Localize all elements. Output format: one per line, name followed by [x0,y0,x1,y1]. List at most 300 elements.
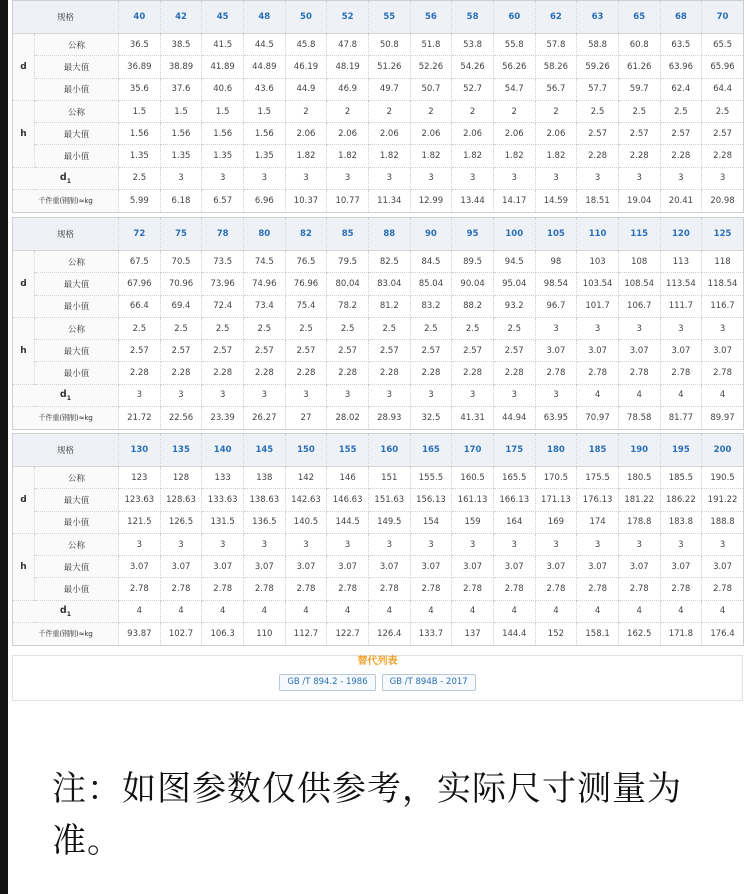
size-header-cell[interactable]: 68 [660,1,702,34]
value-cell: 19.04 [618,190,660,213]
value-cell: 12.99 [410,190,452,213]
value-cell: 3 [452,167,494,189]
value-cell: 2.28 [243,362,285,384]
value-cell: 162.5 [618,623,660,646]
row-label: 最大值 [35,123,119,145]
value-cell: 133.63 [202,489,244,511]
value-cell: 2.5 [327,317,369,339]
size-header-cell[interactable]: 150 [285,434,327,467]
value-cell: 186.22 [660,489,702,511]
size-header-cell[interactable]: 95 [452,218,494,251]
value-cell: 20.98 [702,190,744,213]
d1-label [13,384,119,406]
size-header-cell[interactable]: 135 [160,434,202,467]
value-cell: 63.5 [660,34,702,56]
size-header-cell[interactable]: 52 [327,1,369,34]
value-cell: 2.57 [285,340,327,362]
value-cell: 3 [202,167,244,189]
value-cell: 183.8 [660,511,702,533]
value-cell: 96.7 [535,295,577,317]
size-header-cell[interactable]: 78 [202,218,244,251]
table-row [13,578,744,600]
value-cell: 52.7 [452,78,494,100]
value-cell: 2.78 [660,362,702,384]
value-cell: 3 [535,317,577,339]
value-cell: 2.57 [618,123,660,145]
value-cell: 138 [243,467,285,489]
value-cell: 3.07 [368,556,410,578]
value-cell: 151 [368,467,410,489]
value-cell: 1.82 [452,145,494,167]
value-cell: 137 [452,623,494,646]
value-cell: 3 [202,384,244,406]
value-cell: 72.4 [202,295,244,317]
value-cell: 3 [577,533,619,555]
value-cell: 2.5 [202,317,244,339]
value-cell: 2.57 [577,123,619,145]
size-header-cell[interactable]: 63 [577,1,619,34]
value-cell: 2.57 [368,340,410,362]
value-cell: 4 [618,384,660,406]
value-cell: 75.4 [285,295,327,317]
size-header-cell[interactable]: 185 [577,434,619,467]
table-row [13,623,744,646]
row-label: 公称 [35,100,119,122]
row-label: 公称 [35,317,119,339]
value-cell: 14.17 [493,190,535,213]
value-cell: 155.5 [410,467,452,489]
value-cell: 3 [243,533,285,555]
value-cell: 56.7 [535,78,577,100]
value-cell: 2.5 [368,317,410,339]
spec-header-label: 规格 [13,434,119,467]
value-cell: 47.8 [327,34,369,56]
value-cell: 4 [202,600,244,622]
value-cell: 3 [618,317,660,339]
size-header-cell[interactable]: 55 [368,1,410,34]
value-cell: 4 [160,600,202,622]
value-cell: 74.5 [243,251,285,273]
value-cell: 1.5 [202,100,244,122]
size-header-cell[interactable]: 100 [493,218,535,251]
value-cell: 63.95 [535,407,577,430]
value-cell: 4 [493,600,535,622]
value-cell: 82.5 [368,251,410,273]
value-cell: 2.57 [202,340,244,362]
value-cell: 106.3 [202,623,244,646]
standard-link[interactable]: GB /T 894B - 2017 [382,674,476,691]
value-cell: 3 [285,384,327,406]
standard-link[interactable]: GB /T 894.2 - 1986 [279,674,375,691]
d1-subscript: 1 [66,176,72,185]
value-cell: 3 [368,384,410,406]
value-cell: 83.2 [410,295,452,317]
spec-header-label: 规格 [13,218,119,251]
value-cell: 32.5 [410,407,452,430]
value-cell: 1.82 [535,145,577,167]
value-cell: 14.59 [535,190,577,213]
value-cell: 2.57 [327,340,369,362]
value-cell: 70.5 [160,251,202,273]
value-cell: 4 [285,600,327,622]
value-cell: 73.96 [202,273,244,295]
value-cell: 3 [243,167,285,189]
value-cell: 3 [618,167,660,189]
value-cell: 2.28 [702,145,744,167]
value-cell: 53.8 [452,34,494,56]
table-row [13,100,744,122]
size-header-cell[interactable]: 85 [327,218,369,251]
value-cell: 171.13 [535,489,577,511]
value-cell: 3.07 [119,556,161,578]
value-cell: 2 [410,100,452,122]
value-cell: 116.7 [702,295,744,317]
value-cell: 133.7 [410,623,452,646]
value-cell: 38.5 [160,34,202,56]
size-header-cell[interactable]: 145 [243,434,285,467]
size-header-cell[interactable]: 58 [452,1,494,34]
value-cell: 110 [243,623,285,646]
row-label: 最小值 [35,295,119,317]
value-cell: 54.7 [493,78,535,100]
value-cell: 3 [702,533,744,555]
value-cell: 69.4 [160,295,202,317]
value-cell: 4 [119,600,161,622]
d1-label [13,167,119,189]
table-row [13,362,744,384]
value-cell: 65.96 [702,56,744,78]
value-cell: 3 [452,384,494,406]
value-cell: 2.5 [660,100,702,122]
row-label: 最小值 [35,578,119,600]
value-cell: 2.5 [618,100,660,122]
value-cell: 3 [119,533,161,555]
size-header-cell[interactable]: 155 [327,434,369,467]
value-cell: 2.28 [327,362,369,384]
size-header-cell[interactable]: 110 [577,218,619,251]
value-cell: 37.6 [160,78,202,100]
value-cell: 3 [535,384,577,406]
value-cell: 3 [160,167,202,189]
size-header-cell[interactable]: 56 [410,1,452,34]
value-cell: 3 [410,533,452,555]
size-header-cell[interactable]: 42 [160,1,202,34]
value-cell: 111.7 [660,295,702,317]
value-cell: 13.44 [452,190,494,213]
value-cell: 2 [285,100,327,122]
row-label: 最小值 [35,145,119,167]
table-row [13,556,744,578]
value-cell: 3 [368,167,410,189]
weight-label: 千件重(钢制)≈kg [13,190,119,213]
value-cell: 3 [702,167,744,189]
value-cell: 4 [327,600,369,622]
size-header-cell[interactable]: 40 [119,1,161,34]
value-cell: 2 [493,100,535,122]
size-header-cell[interactable]: 140 [202,434,244,467]
value-cell: 185.5 [660,467,702,489]
value-cell: 36.5 [119,34,161,56]
value-cell: 18.51 [577,190,619,213]
value-cell: 2.06 [368,123,410,145]
value-cell: 2.5 [410,317,452,339]
value-cell: 89.5 [452,251,494,273]
value-cell: 46.19 [285,56,327,78]
size-header-cell[interactable]: 195 [660,434,702,467]
row-label: 最小值 [35,78,119,100]
value-cell: 10.77 [327,190,369,213]
value-cell: 140.5 [285,511,327,533]
table-row [13,56,744,78]
value-cell: 159 [452,511,494,533]
value-cell: 2.78 [327,578,369,600]
value-cell: 133 [202,467,244,489]
value-cell: 1.35 [243,145,285,167]
value-cell: 3.07 [535,340,577,362]
size-header-cell[interactable]: 80 [243,218,285,251]
value-cell: 1.35 [202,145,244,167]
value-cell: 3 [160,384,202,406]
table-row [13,190,744,213]
value-cell: 4 [452,600,494,622]
value-cell: 3 [119,384,161,406]
value-cell: 123.63 [119,489,161,511]
value-cell: 45.8 [285,34,327,56]
value-cell: 23.39 [202,407,244,430]
value-cell: 3 [660,317,702,339]
value-cell: 55.8 [493,34,535,56]
row-label: 最大值 [35,340,119,362]
value-cell: 128 [160,467,202,489]
size-header-cell[interactable]: 50 [285,1,327,34]
value-cell: 60.8 [618,34,660,56]
value-cell: 49.7 [368,78,410,100]
weight-label: 千件重(钢制)≈kg [13,623,119,646]
value-cell: 56.26 [493,56,535,78]
value-cell: 3.07 [702,556,744,578]
value-cell: 2.78 [577,578,619,600]
size-header-cell[interactable]: 75 [160,218,202,251]
value-cell: 161.13 [452,489,494,511]
value-cell: 58.8 [577,34,619,56]
size-header-cell[interactable]: 190 [618,434,660,467]
value-cell: 2.78 [119,578,161,600]
value-cell: 2.5 [577,100,619,122]
value-cell: 136.5 [243,511,285,533]
spec-header-label: 规格 [13,1,119,34]
value-cell: 2.57 [660,123,702,145]
value-cell: 4 [577,600,619,622]
value-cell: 3 [493,384,535,406]
size-header-cell[interactable]: 48 [243,1,285,34]
value-cell: 3 [535,533,577,555]
value-cell: 79.5 [327,251,369,273]
size-header-cell[interactable]: 160 [368,434,410,467]
table-row [13,384,744,406]
value-cell: 73.5 [202,251,244,273]
table-row [13,78,744,100]
value-cell: 27 [285,407,327,430]
size-header-cell[interactable]: 82 [285,218,327,251]
size-header-cell[interactable]: 180 [535,434,577,467]
value-cell: 3.07 [243,556,285,578]
value-cell: 112.7 [285,623,327,646]
value-cell: 4 [618,600,660,622]
value-cell: 84.5 [410,251,452,273]
d1-subscript: 1 [66,393,72,402]
value-cell: 46.9 [327,78,369,100]
value-cell: 2.28 [160,362,202,384]
value-cell: 2.57 [493,340,535,362]
value-cell: 51.26 [368,56,410,78]
size-header-cell[interactable]: 72 [119,218,161,251]
value-cell: 2.78 [702,578,744,600]
value-cell: 121.5 [119,511,161,533]
value-cell: 2.57 [119,340,161,362]
value-cell: 4 [410,600,452,622]
size-header-cell[interactable]: 120 [660,218,702,251]
size-header-cell[interactable]: 60 [493,1,535,34]
value-cell: 1.82 [327,145,369,167]
value-cell: 3 [702,317,744,339]
value-cell: 1.56 [160,123,202,145]
value-cell: 144.5 [327,511,369,533]
value-cell: 108 [618,251,660,273]
row-label: 公称 [35,467,119,489]
value-cell: 63.96 [660,56,702,78]
value-cell: 2.5 [119,167,161,189]
d1-subscript: 1 [66,609,72,618]
size-header-cell[interactable]: 170 [452,434,494,467]
value-cell: 4 [660,600,702,622]
size-header-cell[interactable]: 105 [535,218,577,251]
value-cell: 3.07 [327,556,369,578]
value-cell: 3.07 [410,556,452,578]
value-cell: 1.5 [119,100,161,122]
value-cell: 1.82 [410,145,452,167]
d1-label [13,600,119,622]
value-cell: 3 [660,167,702,189]
value-cell: 2.57 [243,340,285,362]
value-cell: 2.57 [702,123,744,145]
value-cell: 1.82 [285,145,327,167]
size-header-cell[interactable]: 88 [368,218,410,251]
value-cell: 2.57 [452,340,494,362]
value-cell: 2.57 [160,340,202,362]
value-cell: 3 [410,384,452,406]
size-header-cell[interactable]: 65 [618,1,660,34]
value-cell: 61.26 [618,56,660,78]
value-cell: 85.04 [410,273,452,295]
d-group-label: d [13,467,35,534]
value-cell: 4 [577,384,619,406]
size-header-cell[interactable]: 70 [702,1,744,34]
value-cell: 28.93 [368,407,410,430]
value-cell: 101.7 [577,295,619,317]
value-cell: 74.96 [243,273,285,295]
value-cell: 3 [410,167,452,189]
value-cell: 144.4 [493,623,535,646]
size-header-cell[interactable]: 90 [410,218,452,251]
value-cell: 1.56 [202,123,244,145]
value-cell: 3 [535,167,577,189]
d1-symbol: d [59,604,67,616]
value-cell: 142 [285,467,327,489]
value-cell: 41.89 [202,56,244,78]
value-cell: 176.13 [577,489,619,511]
size-header-cell[interactable]: 200 [702,434,744,467]
size-header-cell[interactable]: 45 [202,1,244,34]
value-cell: 1.82 [368,145,410,167]
value-cell: 128.63 [160,489,202,511]
value-cell: 40.6 [202,78,244,100]
spec-table-2 [12,217,744,430]
value-cell: 3 [327,384,369,406]
size-header-cell[interactable]: 165 [410,434,452,467]
value-cell: 98 [535,251,577,273]
value-cell: 175.5 [577,467,619,489]
value-cell: 62.4 [660,78,702,100]
value-cell: 180.5 [618,467,660,489]
value-cell: 1.56 [243,123,285,145]
value-cell: 190.5 [702,467,744,489]
size-header-cell[interactable]: 175 [493,434,535,467]
value-cell: 2.78 [452,578,494,600]
value-cell: 113.54 [660,273,702,295]
value-cell: 126.5 [160,511,202,533]
value-cell: 35.6 [119,78,161,100]
value-cell: 76.5 [285,251,327,273]
h-group-label: h [13,100,35,167]
value-cell: 26.27 [243,407,285,430]
value-cell: 95.04 [493,273,535,295]
size-header-cell[interactable]: 62 [535,1,577,34]
table-row [13,340,744,362]
table-row [13,167,744,189]
value-cell: 3 [327,533,369,555]
value-cell: 2.57 [410,340,452,362]
header-row [13,1,744,34]
value-cell: 2.78 [618,362,660,384]
value-cell: 122.7 [327,623,369,646]
size-header-cell[interactable]: 130 [119,434,161,467]
value-cell: 3 [452,533,494,555]
value-cell: 164 [493,511,535,533]
value-cell: 2.06 [285,123,327,145]
value-cell: 165.5 [493,467,535,489]
value-cell: 89.97 [702,407,744,430]
size-header-cell[interactable]: 125 [702,218,744,251]
row-label: 公称 [35,34,119,56]
size-header-cell[interactable]: 115 [618,218,660,251]
value-cell: 83.04 [368,273,410,295]
value-cell: 2.78 [410,578,452,600]
value-cell: 3.07 [618,340,660,362]
spec-table-1 [12,0,744,213]
value-cell: 78.58 [618,407,660,430]
value-cell: 2.06 [452,123,494,145]
value-cell: 3 [285,533,327,555]
value-cell: 2.06 [410,123,452,145]
value-cell: 58.26 [535,56,577,78]
value-cell: 4 [702,600,744,622]
value-cell: 48.19 [327,56,369,78]
value-cell: 44.9 [285,78,327,100]
value-cell: 188.8 [702,511,744,533]
value-cell: 3 [285,167,327,189]
value-cell: 2.5 [702,100,744,122]
value-cell: 3.07 [285,556,327,578]
